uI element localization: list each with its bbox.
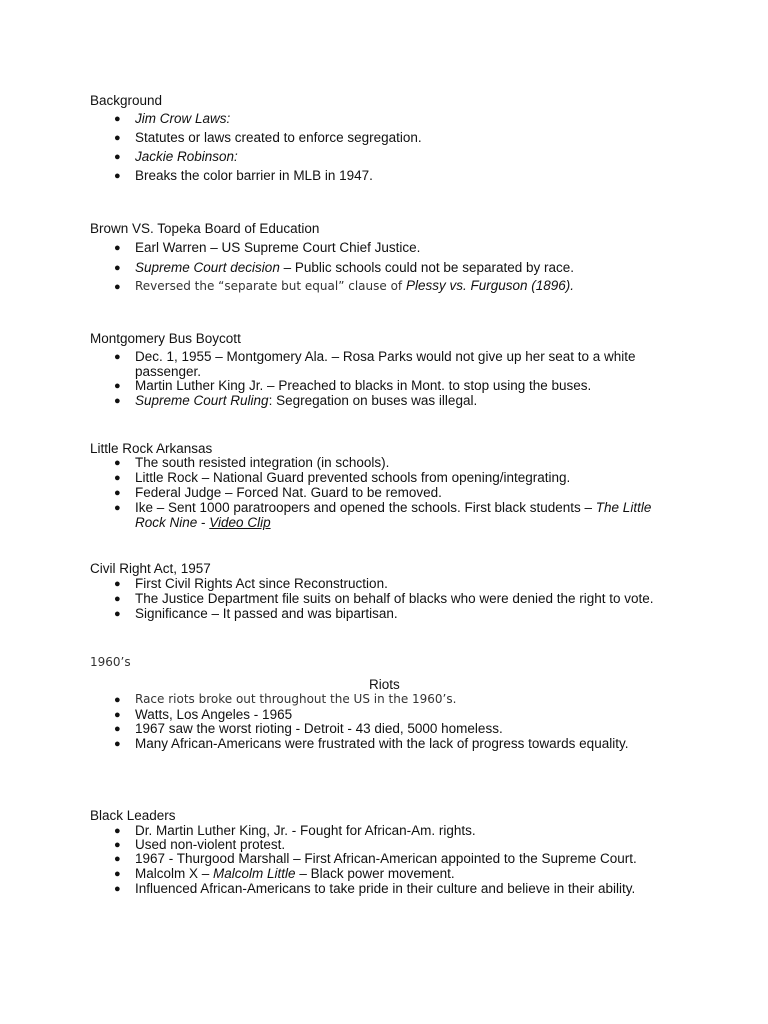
section-heading-black-leaders: Black Leaders: [90, 808, 176, 823]
item-text: Malcolm X –: [135, 866, 214, 881]
list-item: Significance – It passed and was bipartisan.: [135, 606, 398, 621]
bullet: ●: [114, 694, 121, 706]
bullet: ●: [114, 242, 121, 254]
list-item: [135, 278, 574, 294]
bullet: ●: [114, 380, 121, 392]
bullet: ●: [114, 578, 121, 590]
bullet: ●: [114, 395, 121, 407]
bullet: ●: [114, 709, 121, 721]
list-item: Used non-violent protest.: [135, 837, 286, 852]
list-item: The south resisted integration (in schools).: [135, 455, 390, 470]
list-item: Breaks the color barrier in MLB in 1947.: [135, 168, 373, 183]
bullet: ●: [114, 132, 121, 144]
bullet: ●: [114, 472, 121, 484]
list-item: [135, 393, 477, 408]
bullet: ●: [114, 723, 121, 735]
list-item: Many African-Americans were frustrated with the lack of progress towards equality.: [135, 736, 629, 751]
italic-text: Supreme Court Ruling: [135, 393, 269, 408]
bullet: ●: [114, 262, 121, 274]
list-item: Dr. Martin Luther King, Jr. - Fought for African-Am. rights.: [135, 823, 476, 838]
section-heading-background: Background: [90, 93, 163, 108]
item-text: – Black power movement.: [295, 866, 455, 881]
section-heading-1960s: 1960’s: [90, 655, 131, 669]
bullet: ●: [114, 825, 121, 837]
list-item: Jim Crow Laws:: [135, 111, 231, 126]
bullet: ●: [114, 281, 121, 293]
subheading-riots: Riots: [369, 677, 400, 692]
bullet: ●: [114, 593, 121, 605]
bullet: ●: [114, 457, 121, 469]
list-item: Influenced African-Americans to take pride in their culture and believe in their ability.: [135, 881, 636, 896]
list-item: 1967 saw the worst rioting - Detroit - 43 died, 5000 homeless.: [135, 721, 503, 736]
italic-text: The Little Rock Nine: [135, 500, 652, 530]
item-text: Ike – Sent 1000 paratroopers and opened the schools. First black students –: [135, 500, 596, 515]
bullet: ●: [114, 487, 121, 499]
item-text: – Public schools could not be separated by race.: [279, 260, 575, 275]
section-heading-civil-rights: Civil Right Act, 1957: [90, 561, 211, 576]
list-item: [135, 260, 574, 275]
italic-text: Malcolm Little: [213, 866, 296, 881]
video-clip-link[interactable]: Video Clip: [209, 515, 271, 530]
list-item: Watts, Los Angeles - 1965: [135, 707, 293, 722]
list-item: First Civil Rights Act since Reconstruction.: [135, 576, 388, 591]
italic-text: Supreme Court decision: [135, 260, 280, 275]
section-heading-brown: Brown VS. Topeka Board of Education: [90, 221, 320, 236]
bullet: ●: [114, 839, 121, 851]
bullet: ●: [114, 868, 121, 880]
list-item: Jackie Robinson:: [135, 149, 238, 164]
bullet: ●: [114, 170, 121, 182]
bullet: ●: [114, 883, 121, 895]
bullet: ●: [114, 738, 121, 750]
item-text: Reversed the “separate but equal” clause of: [135, 279, 406, 293]
bullet: ●: [114, 608, 121, 620]
item-text: : Segregation on buses was illegal.: [268, 393, 478, 408]
list-item: Statutes or laws created to enforce segregation.: [135, 130, 422, 145]
bullet: ●: [114, 113, 121, 125]
section-heading-montgomery: Montgomery Bus Boycott: [90, 331, 241, 346]
bullet: ●: [114, 853, 121, 865]
bullet: ●: [114, 151, 121, 163]
list-item: Race riots broke out throughout the US in the 1960’s.: [135, 692, 457, 706]
list-item: [135, 866, 455, 881]
bullet: ●: [114, 351, 121, 363]
list-item: Martin Luther King Jr. – Preached to blacks in Mont. to stop using the buses.: [135, 378, 592, 393]
list-item: The Justice Department file suits on behalf of blacks who were denied the right to vote.: [135, 591, 654, 606]
list-item: Little Rock – National Guard prevented schools from opening/integrating.: [135, 470, 571, 485]
list-item: 1967 - Thurgood Marshall – First African-American appointed to the Supreme Court.: [135, 851, 637, 866]
bullet: ●: [114, 502, 121, 514]
list-item: [135, 500, 680, 530]
separator-text: -: [197, 515, 210, 530]
section-heading-little-rock: Little Rock Arkansas: [90, 441, 213, 456]
list-item: Federal Judge – Forced Nat. Guard to be removed.: [135, 485, 442, 500]
list-item: Earl Warren – US Supreme Court Chief Justice.: [135, 240, 421, 255]
italic-text: Plessy vs. Furguson (1896).: [405, 278, 575, 293]
list-item: Dec. 1, 1955 – Montgomery Ala. – Rosa Parks would not give up her seat to a white passenger.: [135, 349, 636, 379]
